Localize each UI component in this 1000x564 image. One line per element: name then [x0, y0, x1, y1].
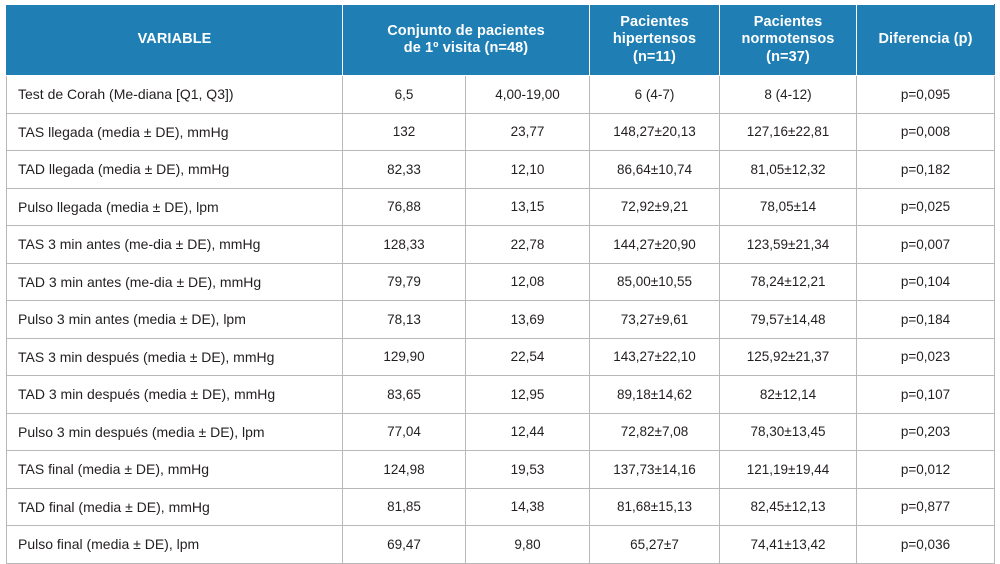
table-row — [7, 488, 995, 526]
cell-conjunto-2: 9,80 — [466, 526, 590, 564]
cell-variable: Pulso 3 min después (media ± DE), lpm — [7, 413, 343, 451]
table-row — [7, 451, 995, 489]
cell-hipertensos: 65,27±7 — [590, 526, 720, 564]
cell-diferencia: p=0,036 — [857, 526, 995, 564]
table-row — [7, 113, 995, 151]
table-row — [7, 376, 995, 414]
column-header-hipertensos-line-2: hipertensos — [612, 31, 697, 48]
cell-hipertensos: 81,68±15,13 — [590, 488, 720, 526]
table-row — [7, 76, 995, 114]
cell-conjunto-1: 128,33 — [343, 226, 466, 264]
column-header-hipertensos-line-1: Pacientes — [620, 14, 689, 31]
table-row — [7, 151, 995, 189]
cell-conjunto-1: 79,79 — [343, 263, 466, 301]
cell-hipertensos: 72,82±7,08 — [590, 413, 720, 451]
column-header-variable-line-1: VARIABLE — [137, 31, 212, 48]
cell-conjunto-1: 6,5 — [343, 76, 466, 114]
cell-conjunto-2: 12,08 — [466, 263, 590, 301]
column-header-conjunto — [343, 5, 590, 76]
cell-diferencia: p=0,107 — [857, 376, 995, 414]
cell-diferencia: p=0,012 — [857, 451, 995, 489]
cell-diferencia: p=0,184 — [857, 301, 995, 339]
cell-variable: Test de Corah (Me-diana [Q1, Q3]) — [7, 76, 343, 114]
cell-conjunto-2: 22,78 — [466, 226, 590, 264]
cell-hipertensos: 137,73±14,16 — [590, 451, 720, 489]
cell-normotensos: 127,16±22,81 — [720, 113, 857, 151]
cell-hipertensos: 143,27±22,10 — [590, 338, 720, 376]
column-header-normotensos-line-2: normotensos — [741, 31, 835, 48]
cell-diferencia: p=0,182 — [857, 151, 995, 189]
cell-hipertensos: 73,27±9,61 — [590, 301, 720, 339]
cell-hipertensos: 72,92±9,21 — [590, 188, 720, 226]
column-header-variable — [7, 5, 343, 76]
cell-variable: TAD 3 min antes (me-dia ± DE), mmHg — [7, 263, 343, 301]
cell-hipertensos: 86,64±10,74 — [590, 151, 720, 189]
cell-conjunto-2: 12,44 — [466, 413, 590, 451]
cell-normotensos: 79,57±14,48 — [720, 301, 857, 339]
table-row — [7, 188, 995, 226]
column-header-normotensos-line-1: Pacientes — [753, 14, 823, 31]
column-header-diferencia-line-1: Diferencia (p) — [878, 31, 973, 48]
cell-normotensos: 82±12,14 — [720, 376, 857, 414]
cell-variable: TAS final (media ± DE), mmHg — [7, 451, 343, 489]
column-header-hipertensos — [590, 5, 720, 76]
table-body — [7, 76, 995, 564]
cell-conjunto-1: 83,65 — [343, 376, 466, 414]
cell-normotensos: 8 (4-12) — [720, 76, 857, 114]
cell-diferencia: p=0,104 — [857, 263, 995, 301]
table-row — [7, 226, 995, 264]
cell-conjunto-2: 22,54 — [466, 338, 590, 376]
cell-normotensos: 78,05±14 — [720, 188, 857, 226]
column-header-conjunto-line-2: de 1º visita (n=48) — [403, 40, 529, 56]
cell-hipertensos: 144,27±20,90 — [590, 226, 720, 264]
cell-conjunto-1: 81,85 — [343, 488, 466, 526]
cell-normotensos: 121,19±19,44 — [720, 451, 857, 489]
cell-variable: TAS llegada (media ± DE), mmHg — [7, 113, 343, 151]
cell-variable: TAS 3 min antes (me-dia ± DE), mmHg — [7, 226, 343, 264]
cell-conjunto-1: 78,13 — [343, 301, 466, 339]
cell-normotensos: 82,45±12,13 — [720, 488, 857, 526]
cell-conjunto-2: 23,77 — [466, 113, 590, 151]
cell-normotensos: 78,30±13,45 — [720, 413, 857, 451]
column-header-diferencia — [857, 5, 995, 76]
cell-conjunto-2: 4,00-19,00 — [466, 76, 590, 114]
cell-hipertensos: 6 (4-7) — [590, 76, 720, 114]
cell-conjunto-2: 13,15 — [466, 188, 590, 226]
table-header — [7, 5, 995, 76]
cell-diferencia: p=0,023 — [857, 338, 995, 376]
cell-variable: Pulso 3 min antes (media ± DE), lpm — [7, 301, 343, 339]
cell-diferencia: p=0,203 — [857, 413, 995, 451]
cell-variable: Pulso llegada (media ± DE), lpm — [7, 188, 343, 226]
cell-normotensos: 125,92±21,37 — [720, 338, 857, 376]
table-row — [7, 413, 995, 451]
cell-variable: TAD final (media ± DE), mmHg — [7, 488, 343, 526]
cell-normotensos: 81,05±12,32 — [720, 151, 857, 189]
column-header-normotensos — [720, 5, 857, 76]
column-header-normotensos-line-3: (n=37) — [766, 48, 810, 65]
table-header-row — [7, 5, 995, 76]
table-row — [7, 301, 995, 339]
cell-conjunto-1: 77,04 — [343, 413, 466, 451]
cell-hipertensos: 89,18±14,62 — [590, 376, 720, 414]
cell-conjunto-1: 132 — [343, 113, 466, 151]
table-row — [7, 338, 995, 376]
cell-conjunto-2: 12,10 — [466, 151, 590, 189]
cell-hipertensos: 148,27±20,13 — [590, 113, 720, 151]
results-table — [6, 4, 995, 564]
cell-diferencia: p=0,025 — [857, 188, 995, 226]
cell-normotensos: 74,41±13,42 — [720, 526, 857, 564]
cell-conjunto-2: 19,53 — [466, 451, 590, 489]
cell-conjunto-2: 14,38 — [466, 488, 590, 526]
cell-diferencia: p=0,877 — [857, 488, 995, 526]
table-row — [7, 526, 995, 564]
cell-diferencia: p=0,095 — [857, 76, 995, 114]
cell-conjunto-1: 129,90 — [343, 338, 466, 376]
table-row — [7, 263, 995, 301]
cell-variable: TAD 3 min después (media ± DE), mmHg — [7, 376, 343, 414]
cell-conjunto-1: 76,88 — [343, 188, 466, 226]
cell-conjunto-1: 124,98 — [343, 451, 466, 489]
cell-conjunto-1: 69,47 — [343, 526, 466, 564]
cell-conjunto-2: 13,69 — [466, 301, 590, 339]
column-header-conjunto-line-1: Conjunto de pacientes — [387, 22, 545, 39]
cell-conjunto-2: 12,95 — [466, 376, 590, 414]
cell-normotensos: 78,24±12,21 — [720, 263, 857, 301]
cell-conjunto-1: 82,33 — [343, 151, 466, 189]
cell-variable: Pulso final (media ± DE), lpm — [7, 526, 343, 564]
cell-hipertensos: 85,00±10,55 — [590, 263, 720, 301]
column-header-hipertensos-line-3: (n=11) — [633, 48, 676, 65]
cell-normotensos: 123,59±21,34 — [720, 226, 857, 264]
cell-variable: TAS 3 min después (media ± DE), mmHg — [7, 338, 343, 376]
cell-diferencia: p=0,008 — [857, 113, 995, 151]
cell-variable: TAD llegada (media ± DE), mmHg — [7, 151, 343, 189]
cell-diferencia: p=0,007 — [857, 226, 995, 264]
